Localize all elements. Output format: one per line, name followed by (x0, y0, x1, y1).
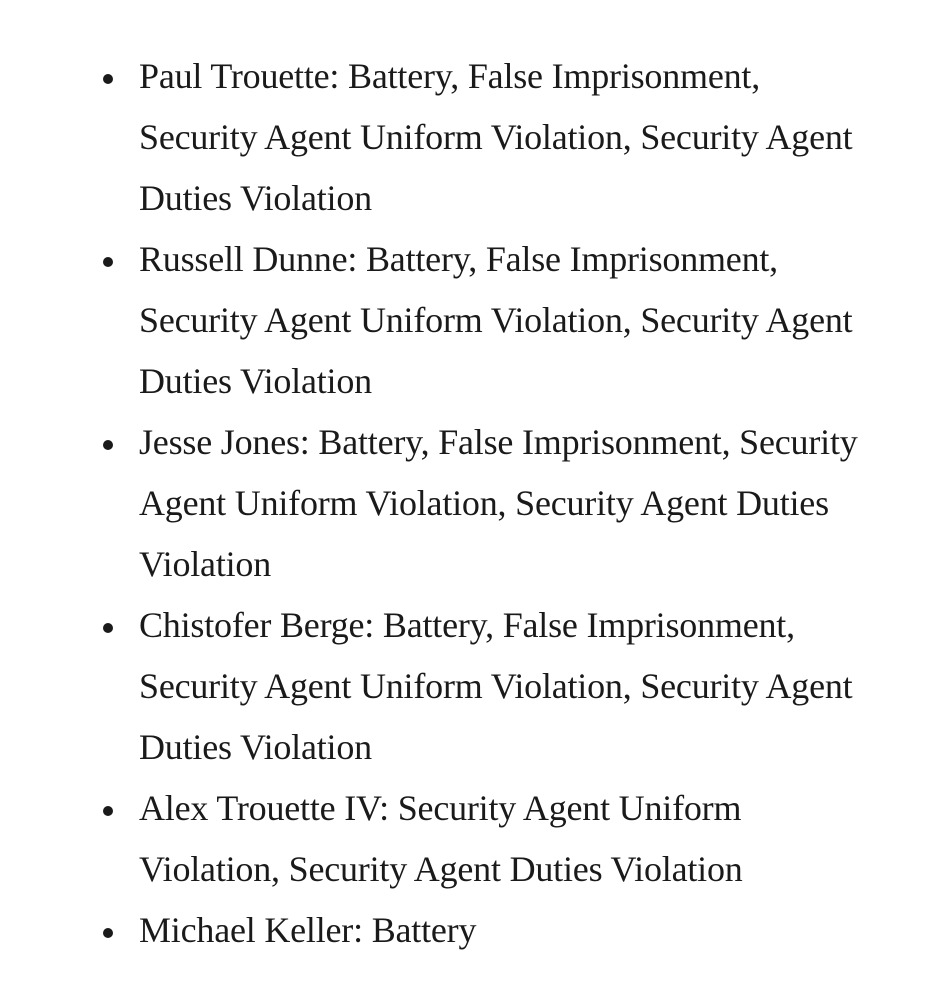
document-body (0, 46, 933, 961)
list-item-text: Russell Dunne: Battery, False Imprisonment, Security Agent Uniform Violation, Security Agent Duties Violation (139, 239, 853, 401)
bullet-icon (103, 623, 113, 633)
list-item (0, 778, 933, 900)
list-item-text: Alex Trouette IV: Security Agent Uniform Violation, Security Agent Duties Violation (139, 788, 743, 889)
bullet-icon (103, 928, 113, 938)
list-item (0, 46, 933, 229)
list-item-text: Michael Keller: Battery (139, 910, 477, 950)
list-item-text: Paul Trouette: Battery, False Imprisonment, Security Agent Uniform Violation, Security Agent Duties Violation (139, 56, 853, 218)
bullet-icon (103, 74, 113, 84)
bullet-icon (103, 440, 113, 450)
list-item (0, 595, 933, 778)
charges-list (0, 46, 933, 961)
list-item (0, 900, 933, 961)
list-item-text: Jesse Jones: Battery, False Imprisonment, Security Agent Uniform Violation, Security Agent Duties Violation (139, 422, 858, 584)
list-item (0, 412, 933, 595)
bullet-icon (103, 806, 113, 816)
bullet-icon (103, 257, 113, 267)
list-item-text: Chistofer Berge: Battery, False Imprisonment, Security Agent Uniform Violation, Security Agent Duties Violation (139, 605, 853, 767)
list-item (0, 229, 933, 412)
